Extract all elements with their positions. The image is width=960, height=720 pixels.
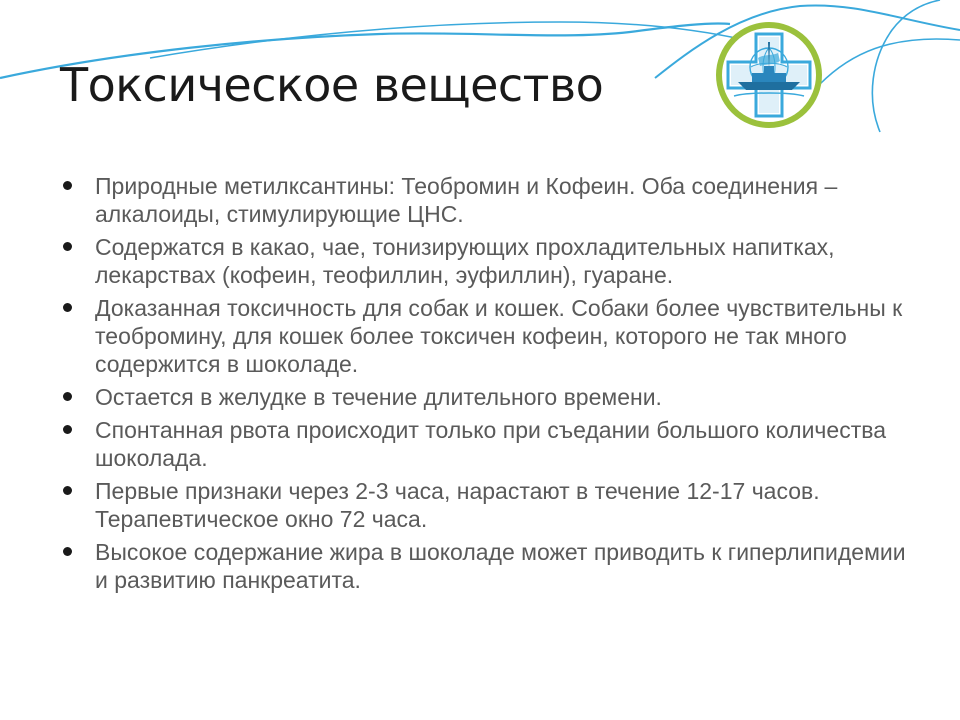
- bullet-dot-icon: [63, 486, 72, 495]
- bullet-text: Природные метилксантины: Теобромин и Кофеин. Оба соединения – алкалоиды, стимулирующие ЦНС.: [95, 173, 838, 227]
- bullet-dot-icon: [63, 425, 72, 434]
- bullet-dot-icon: [63, 392, 72, 401]
- bullet-dot-icon: [63, 303, 72, 312]
- bullet-text: Доказанная токсичность для собак и кошек. Собаки более чувствительны к теобромину, для кошек более токсичен кофеин, которого не так много содержится в шоколаде.: [95, 295, 903, 377]
- bullet-text: Содержатся в какао, чае, тонизирующих прохладительных напитках, лекарствах (кофеин, теофиллин, эуфиллин), гуаране.: [95, 234, 835, 288]
- list-item: [60, 416, 910, 472]
- bullet-dot-icon: [63, 547, 72, 556]
- bullet-text: Спонтанная рвота происходит только при съедании большого количества шоколада.: [95, 417, 886, 471]
- list-item: [60, 172, 910, 228]
- list-item: [60, 233, 910, 289]
- bullet-dot-icon: [63, 242, 72, 251]
- list-item: [60, 538, 910, 594]
- bullet-text: Остается в желудке в течение длительного времени.: [95, 384, 662, 410]
- list-item: [60, 383, 910, 411]
- list-item: [60, 477, 910, 533]
- cross-globe-ship-logo-icon: [714, 20, 824, 130]
- list-item: [60, 294, 910, 378]
- bullet-text: Высокое содержание жира в шоколаде может приводить к гиперлипидемии и развитию панкреатита.: [95, 539, 906, 593]
- bullet-list: [60, 172, 910, 599]
- bullet-dot-icon: [63, 181, 72, 190]
- slide-title: Токсическое вещество: [60, 58, 604, 112]
- bullet-text: Первые признаки через 2-3 часа, нарастают в течение 12-17 часов. Терапевтическое окно 72 часа.: [95, 478, 820, 532]
